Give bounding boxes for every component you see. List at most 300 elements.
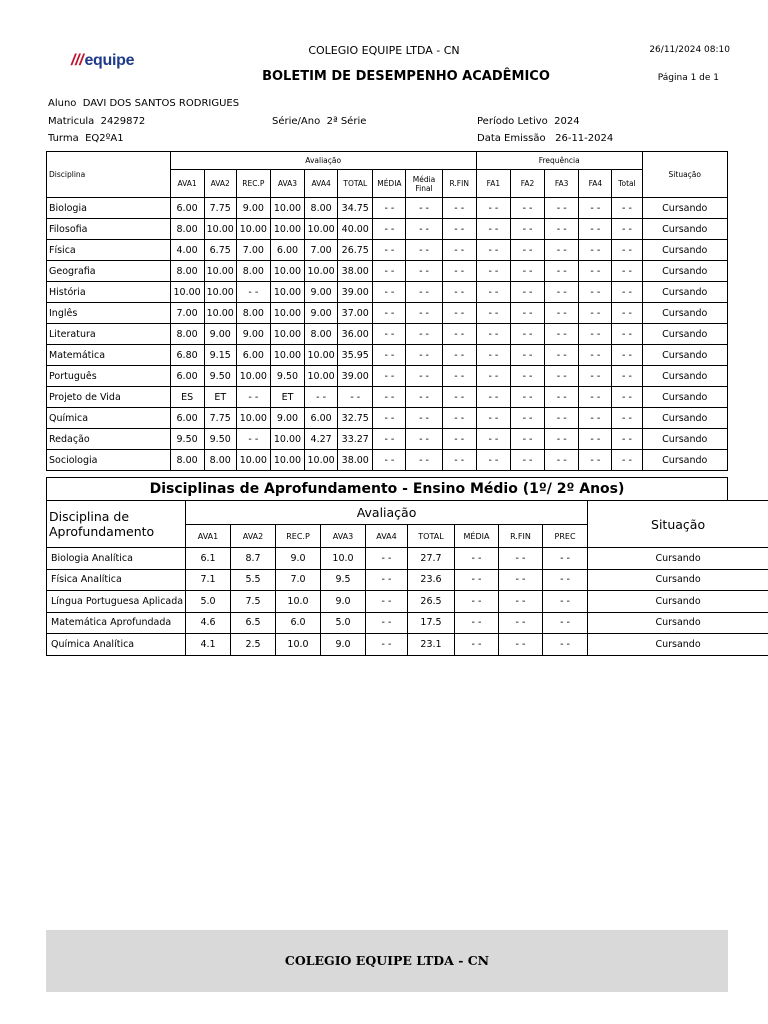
issue-date: 26-11-2024 [555, 133, 614, 144]
deep-grade-cell: - - [455, 634, 499, 656]
grade-cell: - - [476, 282, 510, 303]
grade-cell: - - [406, 450, 442, 471]
school-year: 2024 [554, 116, 580, 127]
grade-cell: - - [476, 198, 510, 219]
deep-grade-cell: 6.1 [186, 548, 231, 570]
logo-mark: /// [71, 52, 84, 69]
grade-cell: - - [579, 282, 612, 303]
subject-name: Física [47, 240, 171, 261]
grade-cell: - - [510, 219, 544, 240]
deep-grade-cell: - - [499, 548, 543, 570]
grade-cell: 8.00 [170, 450, 204, 471]
deep-grade-cell: - - [499, 569, 543, 591]
deep-grade-cell: - - [455, 569, 499, 591]
grade-cell: 7.00 [305, 240, 338, 261]
deep-grade-cell: 5.0 [186, 591, 231, 613]
grade-cell: 32.75 [338, 408, 373, 429]
grade-cell: - - [612, 408, 642, 429]
grade-cell: - - [612, 387, 642, 408]
grade-cell: - - [442, 303, 476, 324]
grade-row [47, 408, 728, 429]
grade-cell: - - [406, 345, 442, 366]
grade-cell: 10.00 [236, 366, 270, 387]
grade-cell: - - [545, 450, 579, 471]
grade-cell: - - [406, 324, 442, 345]
student-name: DAVI DOS SANTOS RODRIGUES [82, 98, 240, 109]
grade-cell: 8.00 [170, 324, 204, 345]
grade-cell: 10.00 [170, 282, 204, 303]
grade-cell: 10.00 [270, 345, 304, 366]
grade-row [47, 345, 728, 366]
deep-col-disciplina-line1: Disciplina de [49, 509, 130, 524]
grade-cell: 6.00 [170, 408, 204, 429]
deep-grade-cell: 10.0 [321, 548, 366, 570]
grade-cell: - - [545, 408, 579, 429]
grade-cell: 6.00 [170, 366, 204, 387]
deep-grade-cell: - - [543, 634, 588, 656]
media-final-line2: Final [415, 183, 433, 193]
grade-cell: - - [612, 198, 642, 219]
col-ava3: AVA3 [270, 170, 304, 198]
grade-cell: - - [476, 240, 510, 261]
grade-cell: - - [476, 408, 510, 429]
grade-cell: 8.00 [170, 219, 204, 240]
deep-grade-cell: 6.0 [276, 612, 321, 634]
grade-cell: - - [373, 450, 406, 471]
deep-row [47, 634, 768, 656]
grade-cell: - - [579, 429, 612, 450]
grade-cell: 10.00 [270, 450, 304, 471]
subject-name: Português [47, 366, 171, 387]
grade-cell: - - [236, 387, 270, 408]
grade-cell: - - [442, 429, 476, 450]
deep-table [46, 500, 768, 656]
grade-cell: 10.00 [305, 219, 338, 240]
subject-name: Redação [47, 429, 171, 450]
grade-cell: 10.00 [236, 450, 270, 471]
col-fa4: FA4 [579, 170, 612, 198]
grade-cell: 9.50 [270, 366, 304, 387]
grade-cell: - - [579, 240, 612, 261]
grade-cell: 10.00 [270, 282, 304, 303]
student-name-label: Aluno [48, 98, 77, 109]
col-situacao: Situação [642, 152, 727, 198]
col-fa3: FA3 [545, 170, 579, 198]
deep-row [47, 569, 768, 591]
status-cell: Cursando [642, 387, 727, 408]
grade-cell: 9.15 [204, 345, 236, 366]
deep-grade-cell: - - [499, 634, 543, 656]
grade-cell: 8.00 [204, 450, 236, 471]
subject-name: Projeto de Vida [47, 387, 171, 408]
deep-status-cell: Cursando [588, 591, 768, 613]
grade-cell: - - [406, 240, 442, 261]
status-cell: Cursando [642, 261, 727, 282]
subject-name: Inglês [47, 303, 171, 324]
logo-text: equipe [84, 52, 135, 69]
grade-cell: - - [442, 408, 476, 429]
deep-grade-cell: 5.0 [321, 612, 366, 634]
grade-cell: - - [510, 324, 544, 345]
grade-cell: - - [442, 324, 476, 345]
deep-grade-cell: 10.0 [276, 634, 321, 656]
col-rfin: R.FIN [442, 170, 476, 198]
grade-cell: - - [510, 408, 544, 429]
grade-cell: - - [510, 450, 544, 471]
grade-cell: - - [545, 261, 579, 282]
grade-cell: - - [406, 429, 442, 450]
deep-section-title: Disciplinas de Aprofundamento - Ensino Médio (1º/ 2º Anos) [46, 477, 728, 500]
grade-cell: - - [612, 450, 642, 471]
deep-grade-cell: - - [543, 612, 588, 634]
grade-cell: - - [373, 240, 406, 261]
deep-grade-cell: 26.5 [408, 591, 455, 613]
subject-name: Geografia [47, 261, 171, 282]
grade-cell: 7.75 [204, 408, 236, 429]
grade-cell: - - [545, 282, 579, 303]
grade-cell: 10.00 [270, 261, 304, 282]
group-avaliacao: Avaliação [170, 152, 476, 170]
grade-cell: - - [545, 303, 579, 324]
deep-col-disciplina [47, 501, 186, 548]
deep-grade-cell: 9.0 [321, 634, 366, 656]
deep-grade-cell: 9.0 [321, 591, 366, 613]
status-cell: Cursando [642, 198, 727, 219]
grade-cell: - - [510, 240, 544, 261]
grade-cell: 8.00 [170, 261, 204, 282]
class-code: EQ2ºA1 [85, 133, 124, 144]
deep-grade-cell: 5.5 [231, 569, 276, 591]
enrollment-label: Matricula [48, 116, 95, 127]
grade-cell: - - [442, 387, 476, 408]
grade-cell: - - [305, 387, 338, 408]
page-footer: COLEGIO EQUIPE LTDA - CN [46, 930, 728, 992]
grade-cell: 9.00 [236, 198, 270, 219]
grade-cell: 10.00 [204, 261, 236, 282]
grade-cell: - - [373, 345, 406, 366]
grade-cell: 39.00 [338, 282, 373, 303]
deep-status-cell: Cursando [588, 569, 768, 591]
grade-cell: - - [545, 387, 579, 408]
deep-status-cell: Cursando [588, 548, 768, 570]
grade-cell: 7.75 [204, 198, 236, 219]
grade-cell: 6.80 [170, 345, 204, 366]
subject-name: Química [47, 408, 171, 429]
grade-cell: - - [338, 387, 373, 408]
grade-cell: - - [510, 303, 544, 324]
enrollment-line [48, 116, 145, 127]
issue-date-line [477, 133, 613, 144]
subject-name: História [47, 282, 171, 303]
grade-cell: - - [579, 324, 612, 345]
grade-cell: 10.00 [270, 303, 304, 324]
grade-cell: - - [545, 240, 579, 261]
grade-cell: 36.00 [338, 324, 373, 345]
grade-cell: - - [442, 219, 476, 240]
subject-name: Literatura [47, 324, 171, 345]
deep-grade-cell: 4.6 [186, 612, 231, 634]
grade-cell: 35.95 [338, 345, 373, 366]
deep-status-cell: Cursando [588, 612, 768, 634]
grade-cell: - - [579, 366, 612, 387]
status-cell: Cursando [642, 219, 727, 240]
grade-cell: 40.00 [338, 219, 373, 240]
grade-cell: 9.50 [204, 366, 236, 387]
col-ava4: AVA4 [305, 170, 338, 198]
status-cell: Cursando [642, 450, 727, 471]
grade-cell: - - [406, 219, 442, 240]
grade-cell: - - [545, 345, 579, 366]
grade-cell: - - [442, 282, 476, 303]
subject-name: Matemática [47, 345, 171, 366]
grade-cell: - - [579, 219, 612, 240]
grade-cell: - - [579, 387, 612, 408]
grade-cell: - - [579, 408, 612, 429]
grade-cell: - - [579, 303, 612, 324]
grade-cell: - - [545, 198, 579, 219]
grade-cell: - - [442, 261, 476, 282]
grade-cell: 9.50 [170, 429, 204, 450]
grade-cell: 10.00 [270, 219, 304, 240]
grade-cell: - - [373, 261, 406, 282]
student-name-line [48, 98, 239, 109]
status-cell: Cursando [642, 282, 727, 303]
col-ava2: AVA2 [204, 170, 236, 198]
status-cell: Cursando [642, 366, 727, 387]
deep-subject-name: Física Analítica [47, 569, 186, 591]
document-title: BOLETIM DE DESEMPENHO ACADÊMICO [262, 69, 550, 84]
grade-cell: - - [476, 324, 510, 345]
col-recp: REC.P [236, 170, 270, 198]
grade-cell: 8.00 [305, 198, 338, 219]
deep-grade-cell: - - [366, 548, 408, 570]
grade-cell: 6.00 [270, 240, 304, 261]
grade-row [47, 240, 728, 261]
class-line [48, 133, 124, 144]
grade-cell: - - [442, 450, 476, 471]
col-disciplina: Disciplina [47, 152, 171, 198]
grade-cell: 6.00 [305, 408, 338, 429]
grade-cell: - - [373, 282, 406, 303]
grade-row [47, 219, 728, 240]
deep-grade-cell: 17.5 [408, 612, 455, 634]
grade-cell: 8.00 [236, 303, 270, 324]
deep-grade-cell: 10.0 [276, 591, 321, 613]
grade-row [47, 261, 728, 282]
grade-cell: - - [476, 366, 510, 387]
status-cell: Cursando [642, 345, 727, 366]
grade-row [47, 282, 728, 303]
deep-row [47, 591, 768, 613]
deep-col-ava4: AVA4 [366, 525, 408, 548]
grade-cell: - - [612, 240, 642, 261]
deep-grade-cell: - - [455, 548, 499, 570]
grade-cell: - - [545, 429, 579, 450]
grade-cell: - - [612, 261, 642, 282]
grade-cell: - - [510, 261, 544, 282]
grade-row [47, 450, 728, 471]
grade-cell: - - [579, 450, 612, 471]
grade-cell: 34.75 [338, 198, 373, 219]
deep-row [47, 612, 768, 634]
status-cell: Cursando [642, 324, 727, 345]
col-media: MÉDIA [373, 170, 406, 198]
deep-col-disciplina-line2: Aprofundamento [49, 524, 155, 539]
grade-cell: 9.00 [204, 324, 236, 345]
grade-cell: - - [510, 345, 544, 366]
grade-cell: - - [373, 366, 406, 387]
grade-cell: 37.00 [338, 303, 373, 324]
grade-level: 2ª Série [326, 116, 367, 127]
grade-cell: 10.00 [236, 219, 270, 240]
deep-grade-cell: - - [455, 612, 499, 634]
deep-grade-cell: 7.1 [186, 569, 231, 591]
grade-cell: 10.00 [270, 429, 304, 450]
deep-grade-cell: - - [499, 612, 543, 634]
deep-col-ava2: AVA2 [231, 525, 276, 548]
deep-subject-name: Biologia Analítica [47, 548, 186, 570]
grade-cell: 6.00 [170, 198, 204, 219]
grade-cell: 9.00 [305, 303, 338, 324]
grade-cell: 38.00 [338, 261, 373, 282]
grade-cell: - - [545, 366, 579, 387]
deep-col-ava3: AVA3 [321, 525, 366, 548]
deep-grade-cell: 9.0 [276, 548, 321, 570]
grade-row [47, 324, 728, 345]
col-fa2: FA2 [510, 170, 544, 198]
grade-cell: - - [373, 429, 406, 450]
class-label: Turma [48, 133, 79, 144]
grade-cell: - - [612, 366, 642, 387]
grade-cell: ES [170, 387, 204, 408]
grade-cell: - - [373, 303, 406, 324]
grade-cell: - - [476, 387, 510, 408]
grade-cell: - - [406, 282, 442, 303]
grade-cell: - - [476, 219, 510, 240]
grade-cell: - - [373, 198, 406, 219]
status-cell: Cursando [642, 240, 727, 261]
grade-cell: 10.00 [305, 366, 338, 387]
grade-cell: - - [406, 387, 442, 408]
grade-row [47, 303, 728, 324]
col-fa1: FA1 [476, 170, 510, 198]
grade-cell: - - [476, 450, 510, 471]
grade-row [47, 429, 728, 450]
deep-grade-cell: - - [543, 569, 588, 591]
deep-subject-name: Matemática Aprofundada [47, 612, 186, 634]
grade-cell: - - [612, 219, 642, 240]
grade-cell: - - [579, 345, 612, 366]
grade-cell: 10.00 [204, 219, 236, 240]
grade-cell: - - [406, 366, 442, 387]
school-name: COLEGIO EQUIPE LTDA - CN [308, 44, 460, 57]
grade-cell: - - [406, 303, 442, 324]
enrollment-number: 2429872 [100, 116, 146, 127]
deep-grade-cell: 23.1 [408, 634, 455, 656]
deep-col-rfin: R.FIN [499, 525, 543, 548]
group-frequencia: Frequência [476, 152, 642, 170]
grade-cell: - - [442, 345, 476, 366]
grade-cell: 10.00 [270, 198, 304, 219]
col-media-final [406, 170, 442, 198]
grade-cell: 9.50 [204, 429, 236, 450]
grades-table [46, 151, 728, 471]
grade-cell: 10.00 [270, 324, 304, 345]
grade-level-line [272, 116, 366, 127]
subject-name: Filosofia [47, 219, 171, 240]
grade-row [47, 366, 728, 387]
grade-cell: - - [442, 366, 476, 387]
grade-cell: 9.00 [270, 408, 304, 429]
grade-cell: 10.00 [204, 303, 236, 324]
col-ava1: AVA1 [170, 170, 204, 198]
deep-row [47, 548, 768, 570]
deep-col-media: MÉDIA [455, 525, 499, 548]
deep-col-total: TOTAL [408, 525, 455, 548]
col-freq-total: Total [612, 170, 642, 198]
col-total: TOTAL [338, 170, 373, 198]
deep-grade-cell: 7.5 [231, 591, 276, 613]
grade-cell: - - [406, 408, 442, 429]
grade-cell: 10.00 [305, 450, 338, 471]
grade-cell: - - [545, 219, 579, 240]
grade-cell: - - [236, 282, 270, 303]
print-timestamp: 26/11/2024 08:10 [649, 45, 730, 55]
deep-grade-cell: - - [543, 548, 588, 570]
grade-cell: - - [612, 345, 642, 366]
deep-grade-cell: - - [366, 591, 408, 613]
deep-grade-cell: - - [499, 591, 543, 613]
grade-cell: - - [476, 429, 510, 450]
grade-cell: 10.00 [305, 261, 338, 282]
grade-cell: 6.00 [236, 345, 270, 366]
grade-cell: 26.75 [338, 240, 373, 261]
subject-name: Biologia [47, 198, 171, 219]
grade-cell: - - [612, 303, 642, 324]
grade-cell: - - [612, 282, 642, 303]
grade-cell: 4.00 [170, 240, 204, 261]
deep-col-recp: REC.P [276, 525, 321, 548]
grade-cell: - - [510, 429, 544, 450]
deep-grade-cell: 23.6 [408, 569, 455, 591]
deep-group-avaliacao: Avaliação [186, 501, 588, 525]
grade-cell: - - [612, 324, 642, 345]
grade-cell: 7.00 [236, 240, 270, 261]
deep-col-situacao: Situação [588, 501, 768, 548]
grade-cell: ET [270, 387, 304, 408]
grade-cell: - - [236, 429, 270, 450]
grade-cell: 38.00 [338, 450, 373, 471]
deep-grade-cell: - - [366, 612, 408, 634]
media-final-line1: Média [412, 174, 436, 184]
grade-cell: - - [476, 345, 510, 366]
grade-cell: 10.00 [204, 282, 236, 303]
grade-level-label: Série/Ano [272, 116, 321, 127]
grade-cell: 6.75 [204, 240, 236, 261]
grade-row [47, 198, 728, 219]
deep-grade-cell: 7.0 [276, 569, 321, 591]
deep-grade-cell: - - [366, 569, 408, 591]
status-cell: Cursando [642, 408, 727, 429]
deep-grade-cell: 2.5 [231, 634, 276, 656]
grade-cell: - - [510, 282, 544, 303]
grade-cell: - - [510, 198, 544, 219]
deep-grade-cell: - - [455, 591, 499, 613]
deep-grade-cell: - - [366, 634, 408, 656]
deep-grade-cell: 4.1 [186, 634, 231, 656]
grade-cell: - - [373, 324, 406, 345]
grade-cell: - - [373, 387, 406, 408]
